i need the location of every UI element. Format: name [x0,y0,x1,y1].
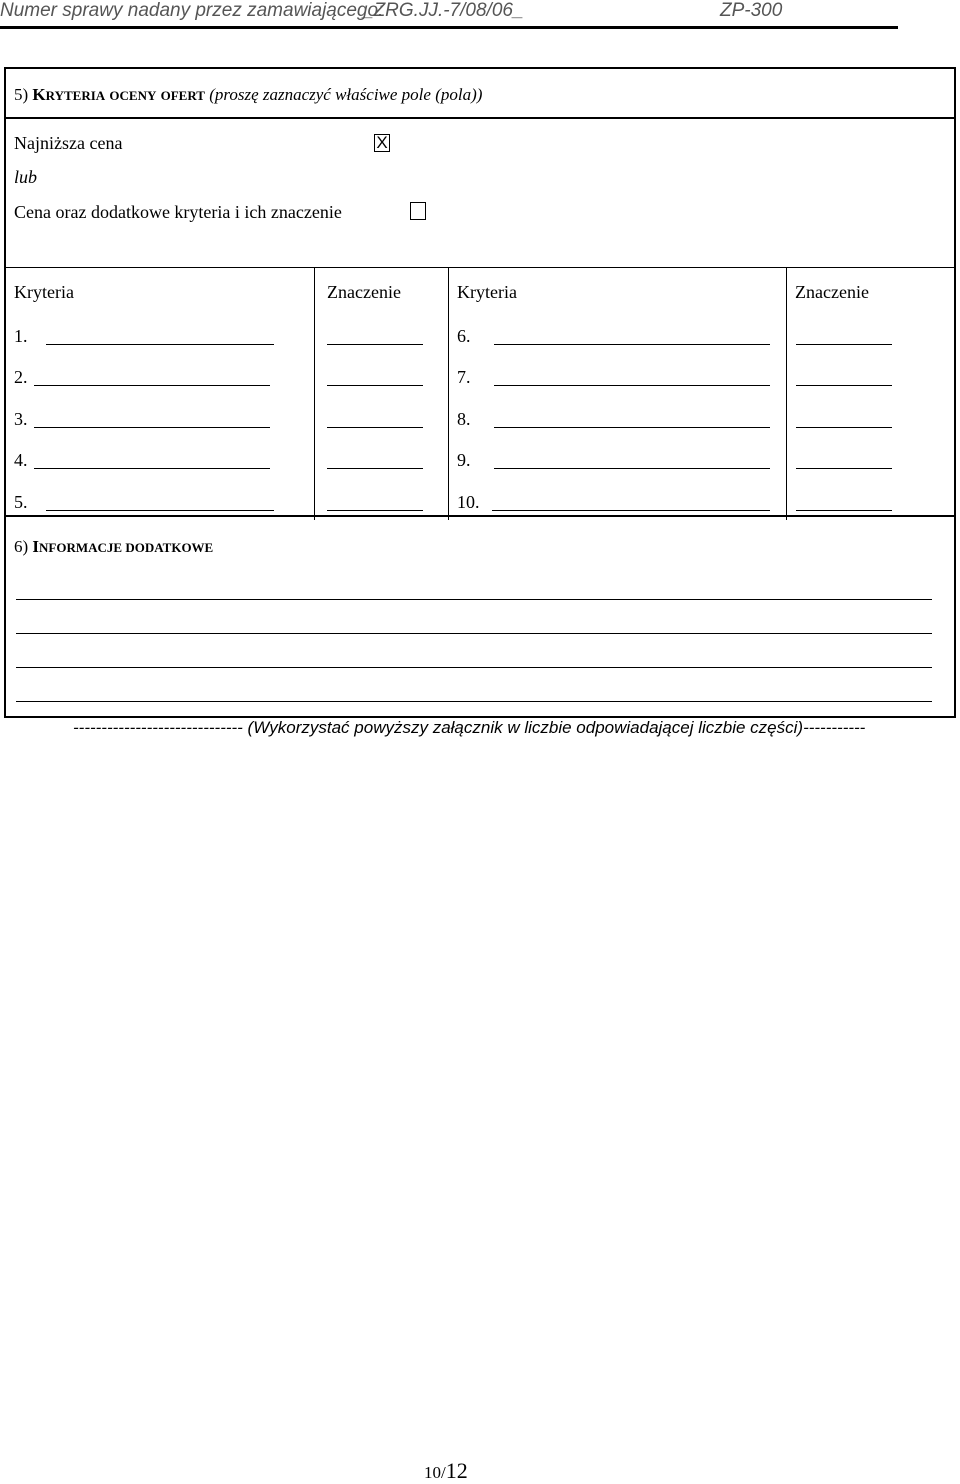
criterion-input[interactable] [492,510,770,511]
additional-info-line[interactable] [16,701,932,702]
section-6-title: 6) INFORMACJE DODATKOWE [14,537,214,556]
case-number-value: _ZRG.JJ.-7/08/06_ [363,0,524,21]
criterion-number: 4. [14,450,28,470]
column-divider [448,268,449,520]
option-lowest-price-label: Najniższa cena [14,133,123,153]
criterion-number: 10. [457,492,480,512]
page-number: 10/12 [424,1458,468,1483]
weight-input[interactable] [796,468,892,469]
column-divider [786,268,787,520]
column-header-criteria: Kryteria [457,282,517,302]
criterion-input[interactable] [34,427,270,428]
criterion-number: 7. [457,367,471,387]
weight-input[interactable] [327,427,423,428]
weight-input[interactable] [327,468,423,469]
additional-info-line[interactable] [16,599,932,600]
weight-input[interactable] [327,344,423,345]
checkbox-price-criteria[interactable] [410,202,426,220]
weight-input[interactable] [327,510,423,511]
criterion-input[interactable] [494,385,770,386]
column-header-weight: Znaczenie [795,282,869,302]
criterion-input[interactable] [34,385,270,386]
checkbox-lowest-price[interactable]: X [374,134,390,152]
attachment-note: ------------------------------ (Wykorzystać powyższy załącznik w liczbie odpowiadającej liczbie części)----------- [73,718,866,737]
criterion-number: 3. [14,409,28,429]
criterion-number: 9. [457,450,471,470]
column-header-criteria: Kryteria [14,282,74,302]
section-5-title: 5) KRYTERIA OCENY OFERT (proszę zaznaczyć właściwe pole (pola)) [14,85,483,104]
section-5-instruction: (proszę zaznaczyć właściwe pole [209,85,431,104]
criterion-number: 5. [14,492,28,512]
section-award-criteria [4,67,956,517]
weight-input[interactable] [796,427,892,428]
form-code: ZP-300 [720,0,783,21]
section-additional-info [4,517,956,718]
additional-info-line[interactable] [16,633,932,634]
page-header [0,0,960,28]
section-5-title-row [6,69,954,119]
or-label: lub [14,167,38,187]
criterion-input[interactable] [46,510,274,511]
case-number-label: Numer sprawy nadany przez zamawiającego: [0,0,384,21]
criterion-number: 8. [457,409,471,429]
weight-input[interactable] [796,510,892,511]
criterion-input[interactable] [494,427,770,428]
criterion-number: 2. [14,367,28,387]
criterion-input[interactable] [494,468,770,469]
criterion-number: 6. [457,326,471,346]
column-header-weight: Znaczenie [327,282,401,302]
weight-input[interactable] [796,344,892,345]
criterion-input[interactable] [494,344,770,345]
criterion-input[interactable] [34,468,270,469]
weight-input[interactable] [327,385,423,386]
weight-input[interactable] [796,385,892,386]
criteria-table [6,267,954,520]
column-divider [314,268,315,520]
criterion-number: 1. [14,326,28,346]
additional-info-line[interactable] [16,667,932,668]
option-price-criteria-label: Cena oraz dodatkowe kryteria i ich znaczenie [14,202,342,222]
header-rule [0,26,898,29]
criterion-input[interactable] [46,344,274,345]
